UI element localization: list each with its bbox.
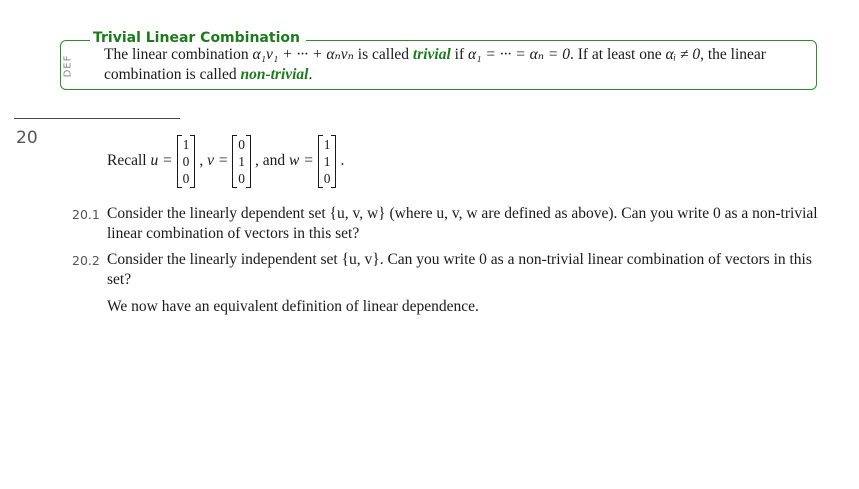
definition-side-label: DEF (62, 54, 74, 78)
definition-text: The linear combination α₁v₁ + ··· + αₙvₙ is called trivial if α₁ = ··· = αₙ = 0. If at least one αᵢ ≠ 0, the linear combination is called non-trivial. (104, 46, 766, 83)
vector-w-matrix: 1 1 0 (318, 135, 337, 188)
recall-line: Recall u = 1 0 0 , v = 0 1 0 , and w = 1 1 0 . (107, 136, 345, 186)
section-divider (14, 118, 180, 119)
subproblem-number-2: 20.2 (72, 253, 100, 268)
combo-expression: α₁v₁ + ··· + αₙvₙ (252, 46, 354, 63)
subproblem-text-1: Consider the linearly dependent set {u, v, w} (where u, v, w are defined as above). Can you write 0 as a non-trivial linear combination of vectors in this set? (107, 205, 818, 242)
term-nontrivial: non-trivial (240, 65, 309, 83)
definition-title: Trivial Linear Combination (90, 30, 306, 47)
closing-text: We now have an equivalent definition of linear dependence. (107, 298, 479, 315)
problem-number: 20 (16, 128, 38, 148)
subproblem-number-1: 20.1 (72, 207, 100, 222)
vector-u-matrix: 1 0 0 (177, 135, 196, 188)
vector-v-matrix: 0 1 0 (232, 135, 251, 188)
term-trivial: trivial (412, 46, 451, 63)
subproblem-text-2: Consider the linearly independent set {u, v}. Can you write 0 as a non-trivial linear combination of vectors in this set? (107, 251, 812, 288)
